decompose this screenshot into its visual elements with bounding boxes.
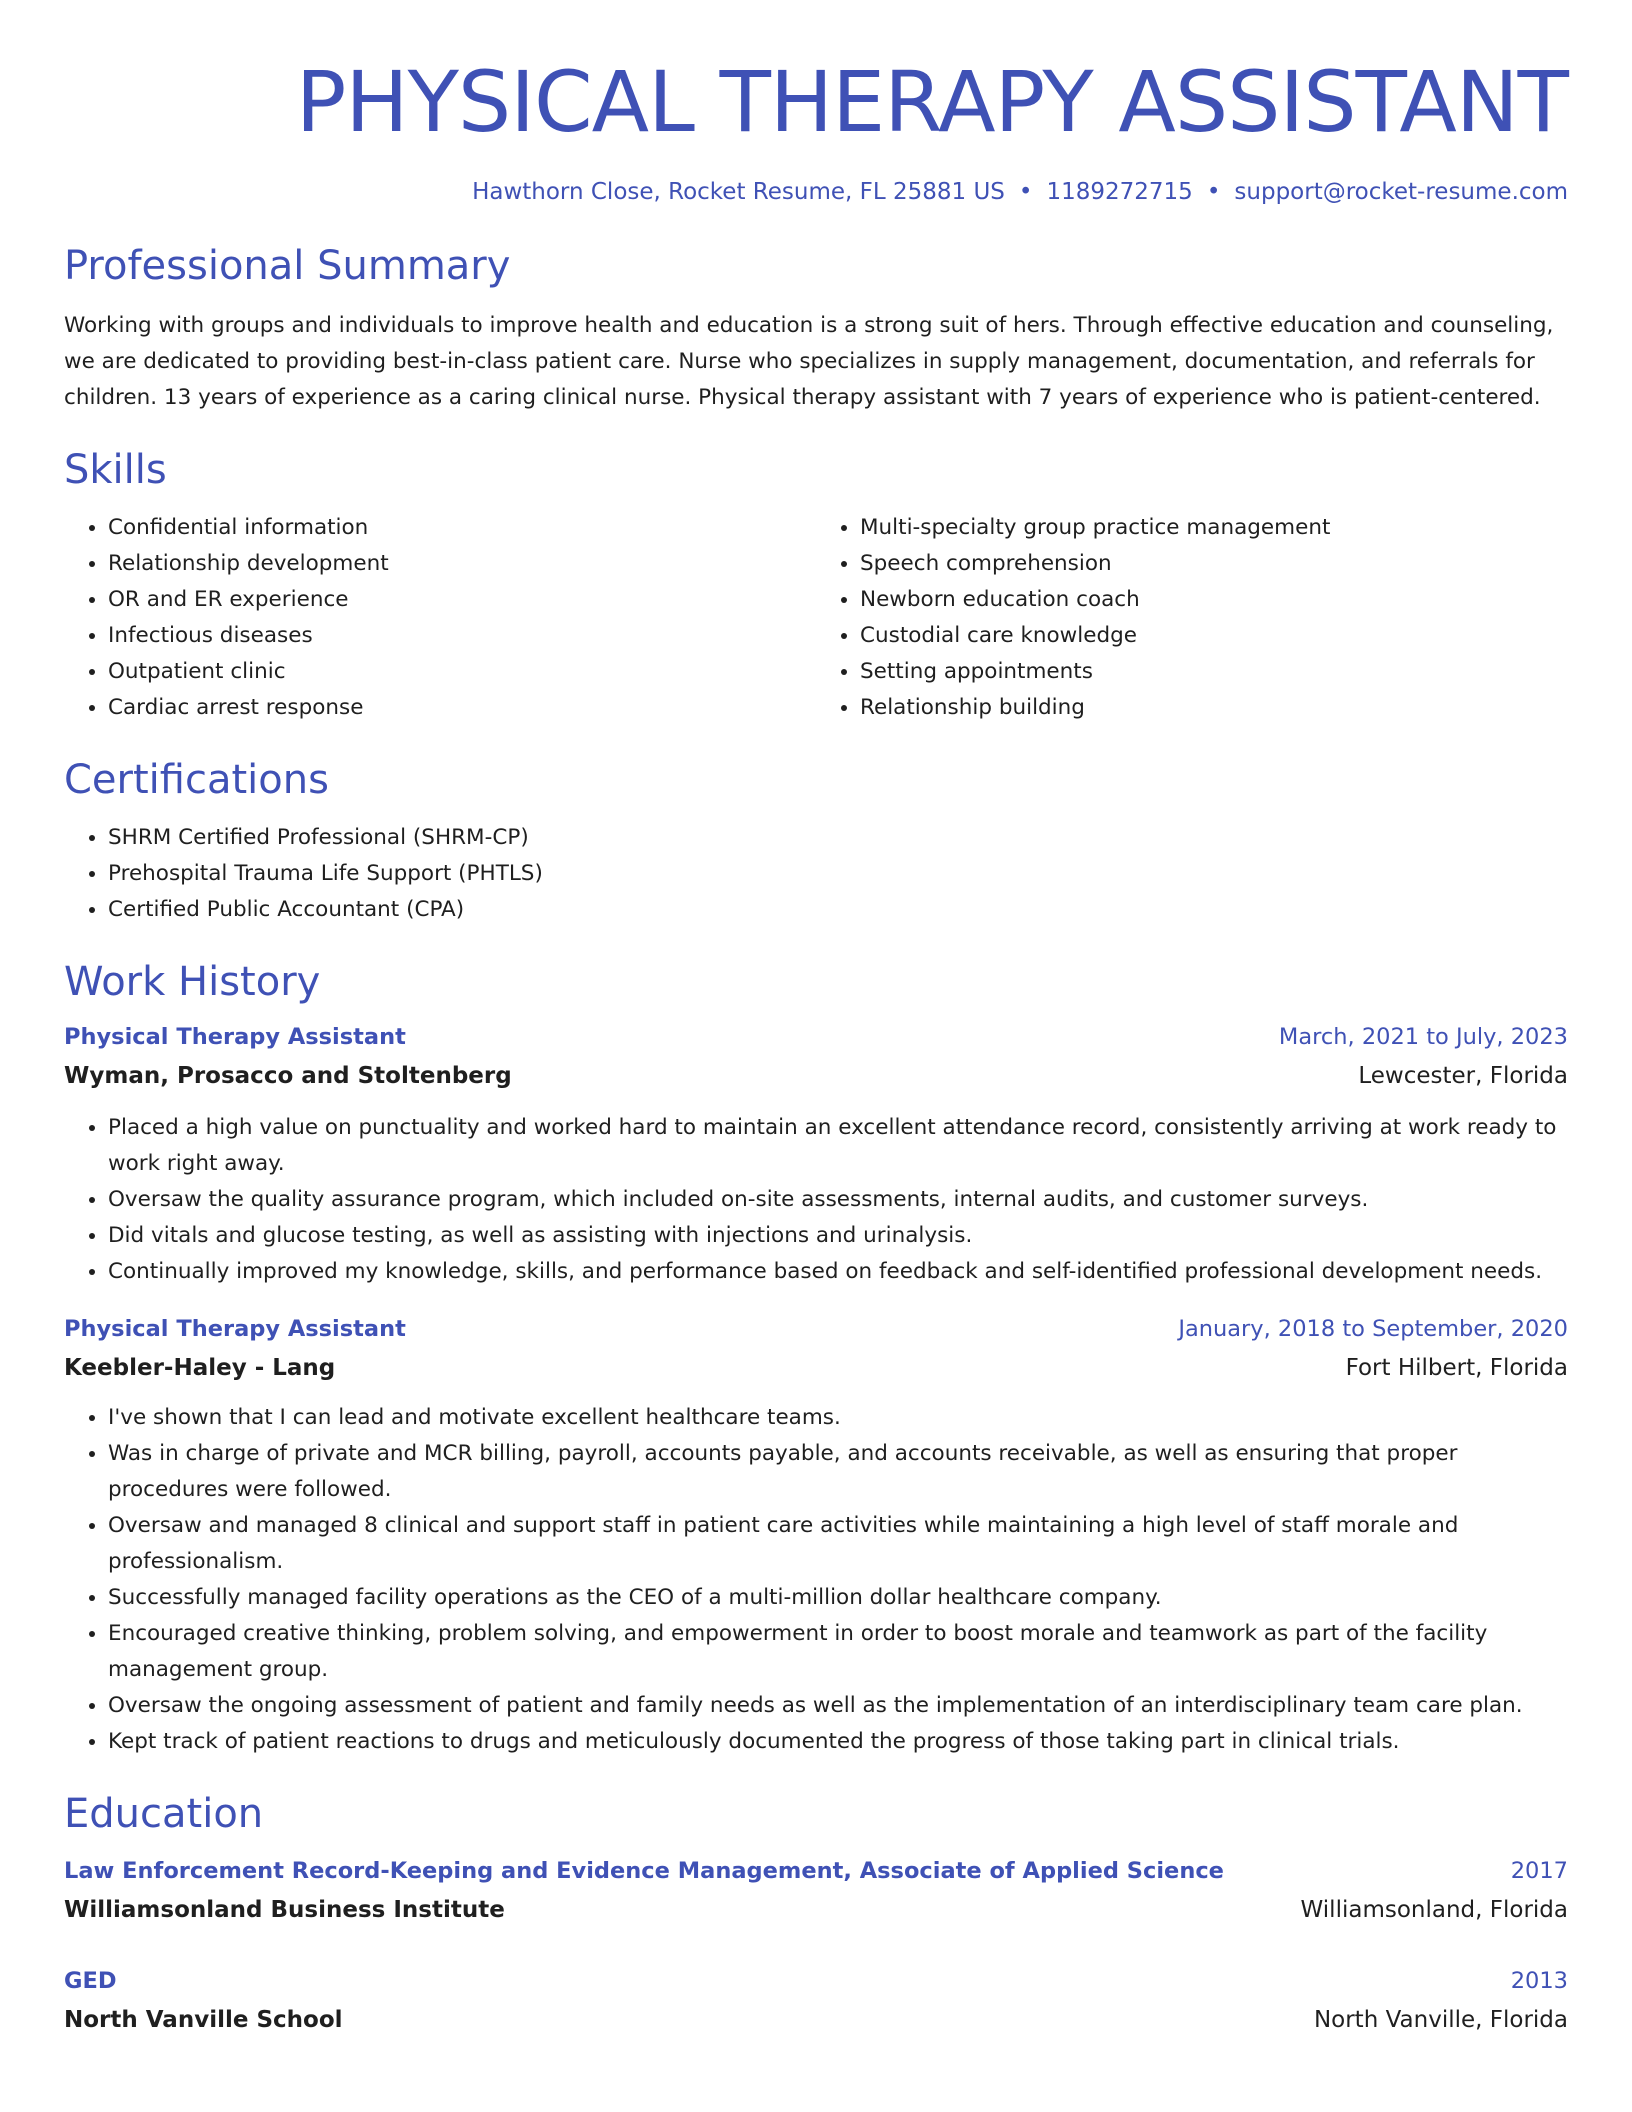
candidate-name: PHYSICAL THERAPY ASSISTANT xyxy=(295,53,1568,151)
certification-item: • SHRM Certified Professional (SHRM-CP) xyxy=(108,820,1568,856)
skill-item: • Newborn education coach xyxy=(860,582,1568,618)
education-entry xyxy=(64,1852,1568,1930)
skill-item: • Speech comprehension xyxy=(860,546,1568,582)
summary-text: Working with groups and individuals to improve health and education is a strong suit of hers. Through effective education and counseling, we are dedicated to providing best-in-class patient care. Nurse who specializes in supply management, documentation, and referrals for children. 13 years of experience as a caring clinical nurse. Physical therapy assistant with 7 years of experience who is patient-centered. xyxy=(64,313,1554,410)
skills-column-left xyxy=(64,510,816,726)
contact-line xyxy=(64,176,1568,208)
education-entry xyxy=(64,1962,1568,2040)
section-title-work-history: Work History xyxy=(64,959,321,1005)
skill-item: • Multi-specialty group practice management xyxy=(860,510,1568,546)
skill-item: • Custodial care knowledge xyxy=(860,618,1568,654)
skills-column-right xyxy=(816,510,1568,726)
section-title-education: Education xyxy=(64,1791,264,1837)
section-title-skills: Skills xyxy=(64,447,167,493)
resume-header xyxy=(64,0,1568,208)
section-title-summary: Professional Summary xyxy=(64,243,511,289)
school-location: North Vanville, Florida xyxy=(1313,2007,1568,2033)
job-dates: March, 2021 to July, 2023 xyxy=(1278,1024,1568,1050)
summary-section xyxy=(64,240,1568,416)
certification-item: • Certified Public Accountant (CPA) xyxy=(108,892,1568,928)
certification-item: • Prehospital Trauma Life Support (PHTLS) xyxy=(108,856,1568,892)
job-bullet: • Kept track of patient reactions to drugs and meticulously documented the progress of those taking part in clinical trials. xyxy=(108,1724,1568,1760)
address: Hawthorn Close, Rocket Resume, FL 25881 US xyxy=(472,179,1005,205)
email-link[interactable]: support@rocket-resume.com xyxy=(1234,179,1568,205)
skill-item: • Setting appointments xyxy=(860,654,1568,690)
graduation-year: 2017 xyxy=(1510,1858,1568,1884)
job-bullet: • Successfully managed facility operations as the CEO of a multi-million dollar healthcare company. xyxy=(108,1580,1568,1616)
job-bullet: • Placed a high value on punctuality and worked hard to maintain an excellent attendance record, consistently arriving at work ready to work right away. xyxy=(108,1110,1568,1182)
job-bullet: • Continually improved my knowledge, skills, and performance based on feedback and self-identified professional development needs. xyxy=(108,1254,1568,1290)
employer-name: Keebler-Haley - Lang xyxy=(64,1355,336,1381)
job-bullet: • Was in charge of private and MCR billing, payroll, accounts payable, and accounts receivable, as well as ensuring that proper procedures were followed. xyxy=(108,1436,1568,1508)
degree-title: Law Enforcement Record-Keeping and Evidence Management, Associate of Applied Science xyxy=(64,1858,1224,1884)
school-name: North Vanville School xyxy=(64,2007,343,2033)
skill-item: • Relationship building xyxy=(860,690,1568,726)
job-bullet: • Oversaw the ongoing assessment of patient and family needs as well as the implementation of an interdisciplinary team care plan. xyxy=(108,1688,1568,1724)
job-bullet: • Did vitals and glucose testing, as well as assisting with injections and urinalysis. xyxy=(108,1218,1568,1254)
job-title: Physical Therapy Assistant xyxy=(64,1024,406,1050)
graduation-year: 2013 xyxy=(1510,1968,1568,1994)
skill-item: • OR and ER experience xyxy=(108,582,816,618)
school-location: Williamsonland, Florida xyxy=(1300,1897,1568,1923)
education-section xyxy=(64,1788,1568,2040)
school-name: Williamsonland Business Institute xyxy=(64,1897,505,1923)
job-dates: January, 2018 to September, 2020 xyxy=(1178,1316,1568,1342)
job-location: Lewcester, Florida xyxy=(1358,1063,1568,1089)
degree-title: GED xyxy=(64,1968,117,1994)
employer-name: Wyman, Prosacco and Stoltenberg xyxy=(64,1063,512,1089)
skills-section xyxy=(64,444,1568,726)
section-title-certifications: Certifications xyxy=(64,757,329,803)
job-entry xyxy=(64,1310,1568,1760)
certifications-section xyxy=(64,754,1568,928)
skill-item: • Cardiac arrest response xyxy=(108,690,816,726)
work-history-section xyxy=(64,956,1568,1760)
job-bullet: • Oversaw the quality assurance program, which included on-site assessments, internal audits, and customer surveys. xyxy=(108,1182,1568,1218)
skill-item: • Confidential information xyxy=(108,510,816,546)
skills-grid xyxy=(64,510,1568,726)
skill-item: • Infectious diseases xyxy=(108,618,816,654)
job-title: Physical Therapy Assistant xyxy=(64,1316,406,1342)
phone: 1189272715 xyxy=(1046,179,1193,205)
skill-item: • Outpatient clinic xyxy=(108,654,816,690)
job-bullet: • Oversaw and managed 8 clinical and support staff in patient care activities while maintaining a high level of staff morale and professionalism. xyxy=(108,1508,1568,1580)
job-location: Fort Hilbert, Florida xyxy=(1345,1355,1568,1381)
job-bullet: • Encouraged creative thinking, problem solving, and empowerment in order to boost morale and teamwork as part of the facility management group. xyxy=(108,1616,1568,1688)
job-entry xyxy=(64,1018,1568,1290)
separator-dot: • xyxy=(1206,179,1221,205)
skill-item: • Relationship development xyxy=(108,546,816,582)
separator-dot: • xyxy=(1018,179,1033,205)
job-bullet: • I've shown that I can lead and motivate excellent healthcare teams. xyxy=(108,1400,1568,1436)
